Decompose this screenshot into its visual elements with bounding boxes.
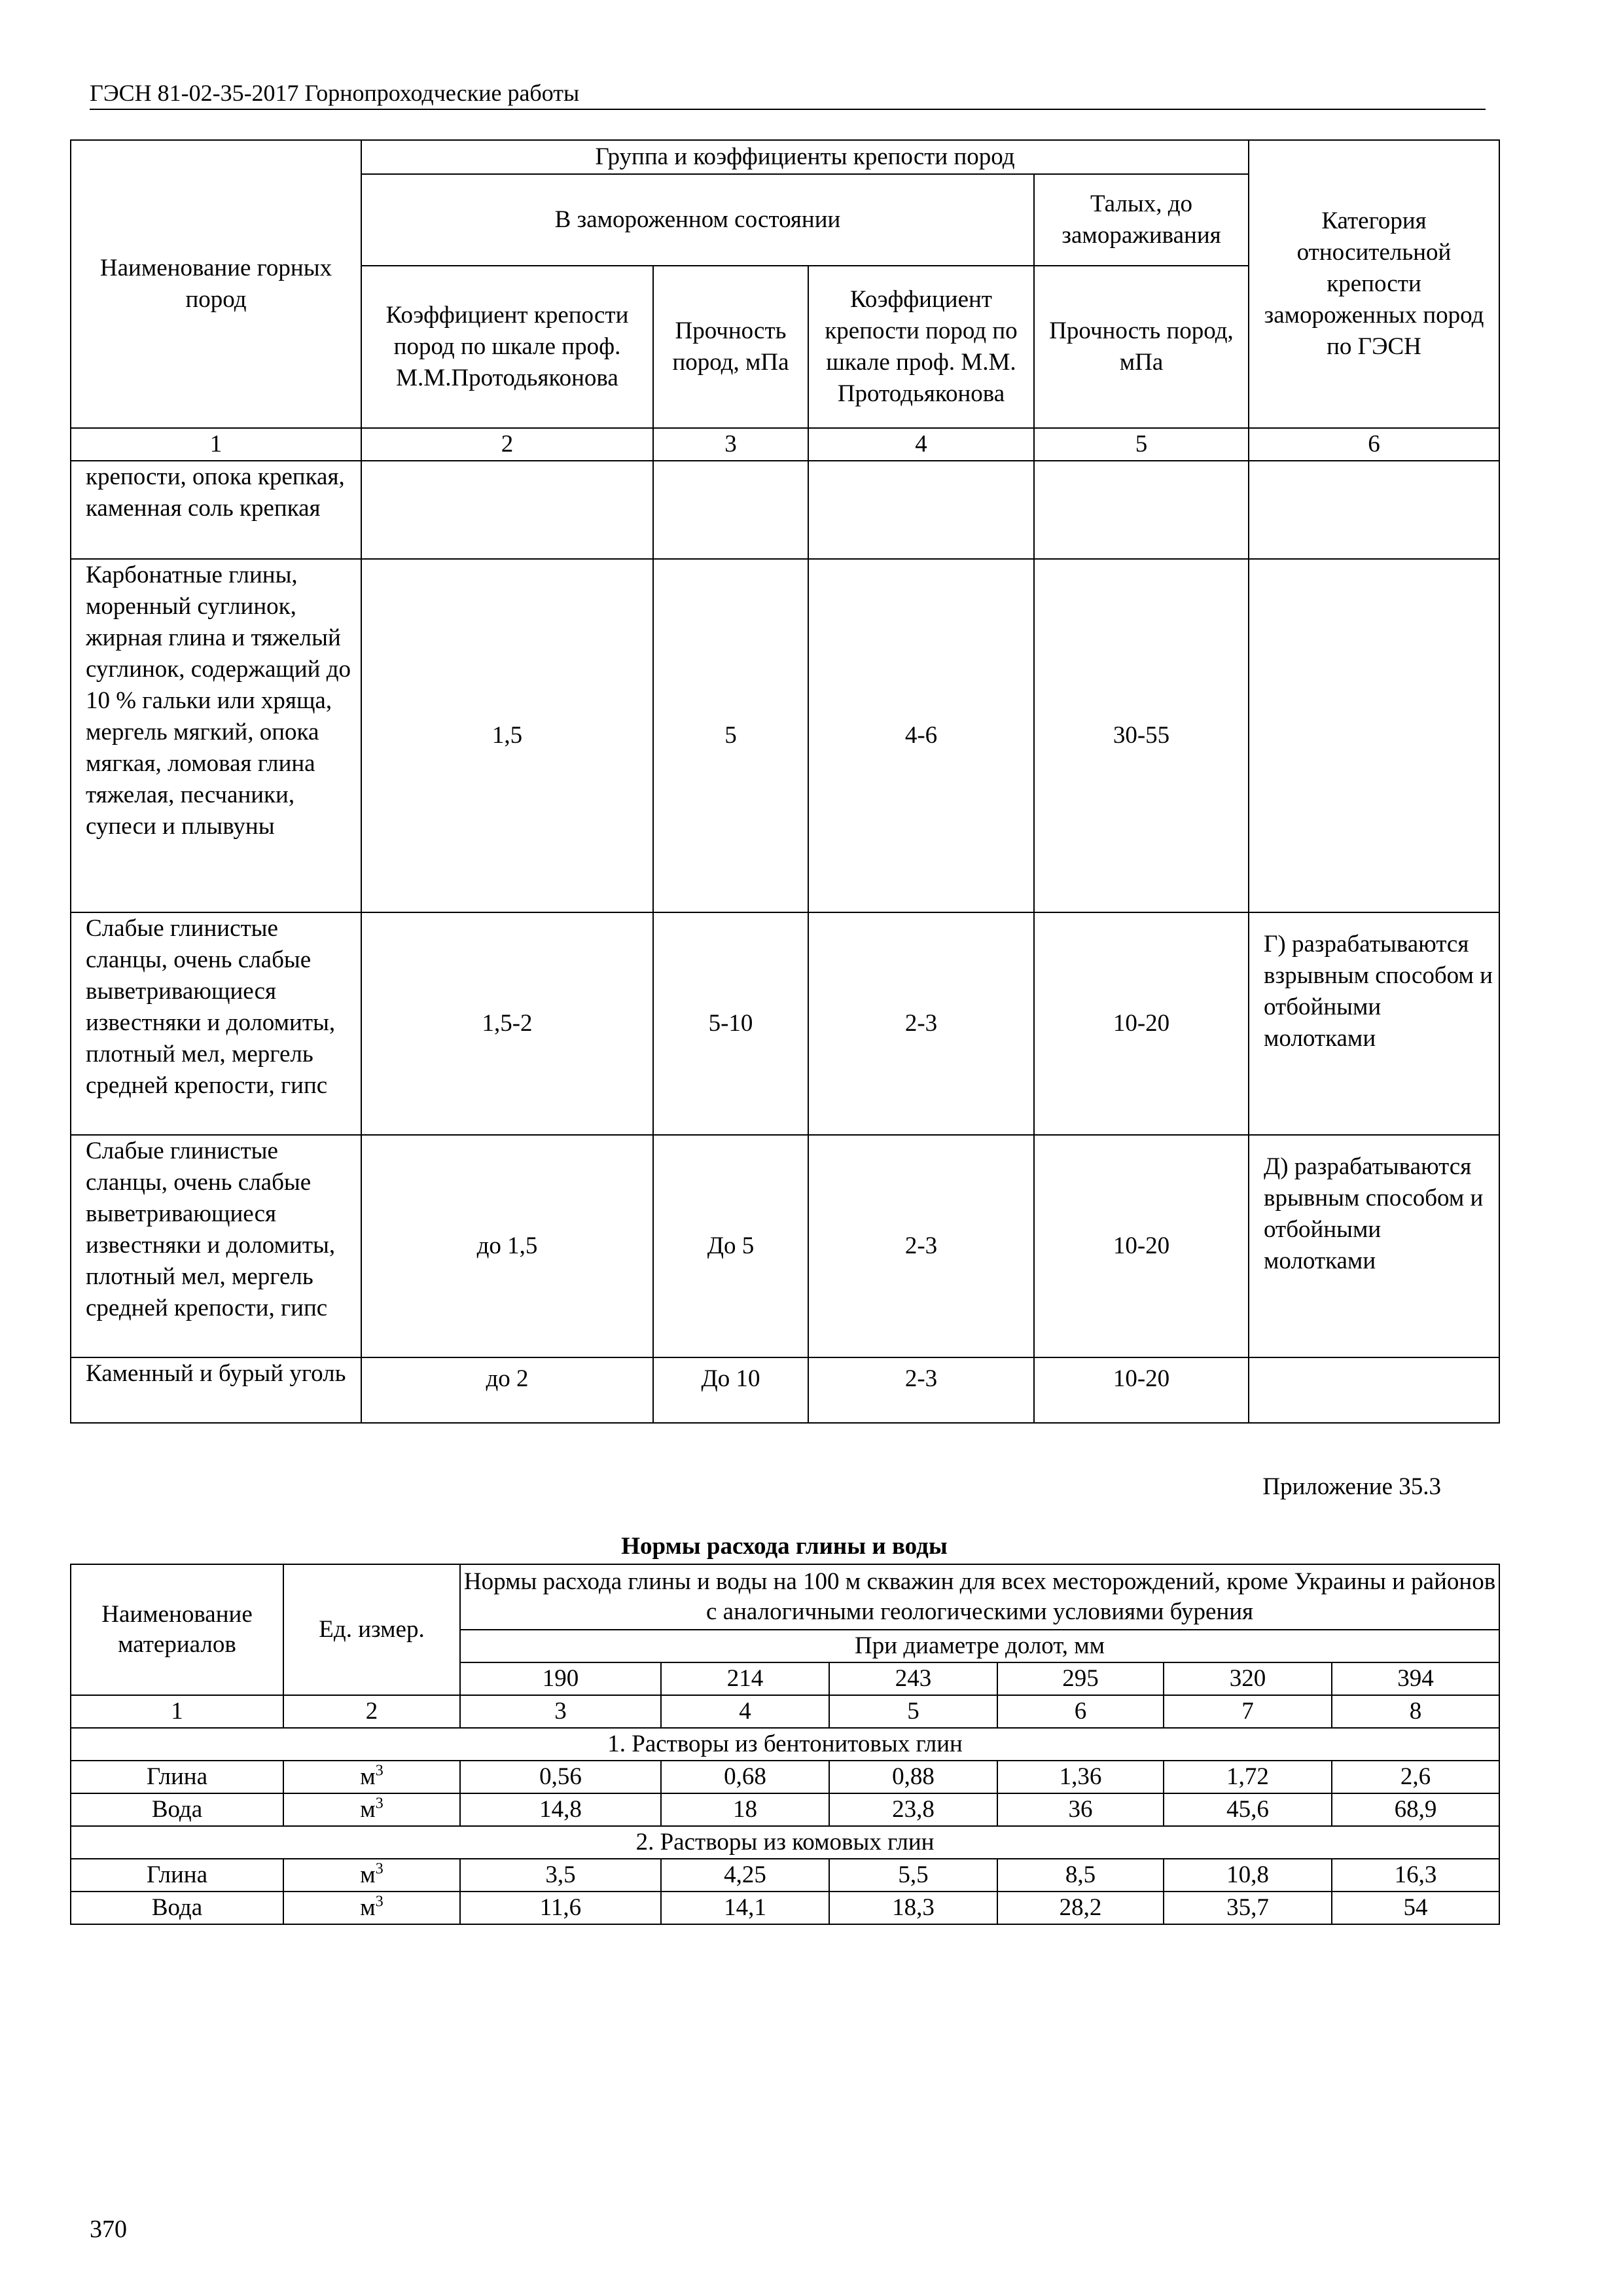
thawed-coefficient xyxy=(808,461,1034,559)
section-row xyxy=(71,1728,1499,1761)
norm-value: 1,36 xyxy=(997,1761,1164,1793)
unit-cell xyxy=(283,1761,460,1793)
column-number: 1 xyxy=(71,428,361,461)
frozen-coefficient: 1,5 xyxy=(361,559,653,912)
category: Д) разрабатываются врывным способом и отбойными молотками xyxy=(1249,1135,1499,1357)
frozen-strength: 5 xyxy=(653,559,808,912)
material-name: Глина xyxy=(71,1859,283,1892)
column-number: 6 xyxy=(1249,428,1499,461)
norm-value: 10,8 xyxy=(1164,1859,1332,1892)
unit-exponent: 3 xyxy=(375,1762,383,1780)
table-row xyxy=(71,1892,1499,1924)
unit-base: м xyxy=(360,1861,376,1888)
column-number: 5 xyxy=(829,1695,997,1728)
norm-value: 68,9 xyxy=(1332,1793,1499,1826)
unit-exponent: 3 xyxy=(375,1893,383,1910)
diameter-value: 394 xyxy=(1332,1662,1499,1695)
norm-value: 0,56 xyxy=(460,1761,661,1793)
appendix-label: Приложение 35.3 xyxy=(1262,1473,1441,1500)
diameter-value: 190 xyxy=(460,1662,661,1695)
norm-value: 2,6 xyxy=(1332,1761,1499,1793)
thawed-coefficient: 2-3 xyxy=(808,1357,1034,1423)
frozen-coefficient: до 1,5 xyxy=(361,1135,653,1357)
header-category: Категория относительной крепости замороженных пород по ГЭСН xyxy=(1249,140,1499,428)
header-unit: Ед. измер. xyxy=(283,1564,460,1695)
norm-value: 14,8 xyxy=(460,1793,661,1826)
table-row xyxy=(71,461,1499,559)
header-thawed-strength: Прочность пород, мПа xyxy=(1034,266,1249,428)
clay-water-norms-table xyxy=(70,1564,1500,1925)
thawed-strength xyxy=(1034,461,1249,559)
table-row xyxy=(71,1135,1499,1357)
section-title: 1. Растворы из бентонитовых глин xyxy=(71,1728,1499,1761)
material-name: Вода xyxy=(71,1793,283,1826)
rock-name: крепости, опока крепкая, каменная соль крепкая xyxy=(71,461,361,559)
table-row xyxy=(71,1859,1499,1892)
table-row xyxy=(71,1761,1499,1793)
norm-value: 23,8 xyxy=(829,1793,997,1826)
thawed-strength: 10-20 xyxy=(1034,1135,1249,1357)
rock-name: Слабые глинистые сланцы, очень слабые выветривающиеся известняки и доломиты, плотный мел, мергель средней крепости, гипс xyxy=(71,1135,361,1357)
table-row xyxy=(71,559,1499,912)
norm-value: 11,6 xyxy=(460,1892,661,1924)
norm-value: 45,6 xyxy=(1164,1793,1332,1826)
unit-base: м xyxy=(360,1763,376,1790)
norm-value: 5,5 xyxy=(829,1859,997,1892)
column-number: 3 xyxy=(460,1695,661,1728)
unit-cell xyxy=(283,1859,460,1892)
norm-value: 4,25 xyxy=(661,1859,829,1892)
frozen-coefficient xyxy=(361,461,653,559)
unit-exponent: 3 xyxy=(375,1860,383,1878)
column-number: 6 xyxy=(997,1695,1164,1728)
header-thawed: Талых, до замораживания xyxy=(1034,174,1249,266)
column-number: 3 xyxy=(653,428,808,461)
table-row xyxy=(71,912,1499,1135)
norm-value: 0,68 xyxy=(661,1761,829,1793)
norm-value: 1,72 xyxy=(1164,1761,1332,1793)
norm-value: 16,3 xyxy=(1332,1859,1499,1892)
norm-value: 28,2 xyxy=(997,1892,1164,1924)
norms-table-title: Нормы расхода глины и воды xyxy=(621,1533,948,1560)
norm-value: 35,7 xyxy=(1164,1892,1332,1924)
norm-value: 0,88 xyxy=(829,1761,997,1793)
norm-value: 18 xyxy=(661,1793,829,1826)
frozen-strength: 5-10 xyxy=(653,912,808,1135)
column-number: 2 xyxy=(283,1695,460,1728)
thawed-coefficient: 4-6 xyxy=(808,559,1034,912)
table-row xyxy=(71,1793,1499,1826)
column-number-row xyxy=(71,1695,1499,1728)
column-number: 4 xyxy=(661,1695,829,1728)
unit-base: м xyxy=(360,1894,376,1921)
frozen-coefficient: до 2 xyxy=(361,1357,653,1423)
diameter-value: 243 xyxy=(829,1662,997,1695)
column-number: 7 xyxy=(1164,1695,1332,1728)
frozen-coefficient: 1,5-2 xyxy=(361,912,653,1135)
thawed-coefficient: 2-3 xyxy=(808,1135,1034,1357)
header-strength-group: Группа и коэффициенты крепости пород xyxy=(361,140,1249,174)
unit-cell xyxy=(283,1892,460,1924)
rock-strength-table xyxy=(70,139,1500,1424)
material-name: Вода xyxy=(71,1892,283,1924)
material-name: Глина xyxy=(71,1761,283,1793)
unit-cell xyxy=(283,1793,460,1826)
column-number: 4 xyxy=(808,428,1034,461)
column-number: 8 xyxy=(1332,1695,1499,1728)
frozen-strength: До 10 xyxy=(653,1357,808,1423)
category xyxy=(1249,559,1499,912)
column-number-row xyxy=(71,428,1499,461)
thawed-coefficient: 2-3 xyxy=(808,912,1034,1135)
norm-value: 3,5 xyxy=(460,1859,661,1892)
thawed-strength: 30-55 xyxy=(1034,559,1249,912)
section-title: 2. Растворы из комовых глин xyxy=(71,1826,1499,1859)
category xyxy=(1249,461,1499,559)
category xyxy=(1249,1357,1499,1423)
norm-value: 36 xyxy=(997,1793,1164,1826)
thawed-strength: 10-20 xyxy=(1034,1357,1249,1423)
frozen-strength xyxy=(653,461,808,559)
thawed-strength: 10-20 xyxy=(1034,912,1249,1135)
norm-value: 8,5 xyxy=(997,1859,1164,1892)
header-frozen-strength: Прочность пород, мПа xyxy=(653,266,808,428)
norm-value: 54 xyxy=(1332,1892,1499,1924)
header-norms-description: Нормы расхода глины и воды на 100 м скважин для всех месторождений, кроме Украины и районов с аналогичными геологическими условиями бурения xyxy=(460,1564,1499,1630)
running-header: ГЭСН 81-02-35-2017 Горнопроходческие работы xyxy=(90,79,1486,110)
section-row xyxy=(71,1826,1499,1859)
header-frozen-coefficient: Коэффициент крепости пород по шкале проф. М.М.Протодьяконова xyxy=(361,266,653,428)
norm-value: 18,3 xyxy=(829,1892,997,1924)
header-material: Наименование материалов xyxy=(71,1564,283,1695)
header-rock-name: Наименование горных пород xyxy=(71,140,361,428)
table-row xyxy=(71,1357,1499,1423)
column-number: 1 xyxy=(71,1695,283,1728)
frozen-strength: До 5 xyxy=(653,1135,808,1357)
header-frozen: В замороженном состоянии xyxy=(361,174,1034,266)
header-thawed-coefficient: Коэффициент крепости пород по шкале проф. М.М. Протодьяконова xyxy=(808,266,1034,428)
header-diameter: При диаметре долот, мм xyxy=(460,1630,1499,1662)
rock-name: Слабые глинистые сланцы, очень слабые выветривающиеся известняки и доломиты, плотный мел, мергель средней крепости, гипс xyxy=(71,912,361,1135)
rock-name: Каменный и бурый уголь xyxy=(71,1357,361,1423)
rock-name: Карбонатные глины, моренный суглинок, жирная глина и тяжелый суглинок, содержащий до 10 % гальки или хряща, мергель мягкий, опока мягкая, ломовая глина тяжелая, песчаники, супеси и плывуны xyxy=(71,559,361,912)
page-number: 370 xyxy=(90,2215,127,2243)
norm-value: 14,1 xyxy=(661,1892,829,1924)
unit-base: м xyxy=(360,1796,376,1823)
diameter-value: 295 xyxy=(997,1662,1164,1695)
category: Г) разрабатываются взрывным способом и отбойными молотками xyxy=(1249,912,1499,1135)
diameter-value: 320 xyxy=(1164,1662,1332,1695)
unit-exponent: 3 xyxy=(375,1795,383,1812)
column-number: 2 xyxy=(361,428,653,461)
column-number: 5 xyxy=(1034,428,1249,461)
diameter-value: 214 xyxy=(661,1662,829,1695)
